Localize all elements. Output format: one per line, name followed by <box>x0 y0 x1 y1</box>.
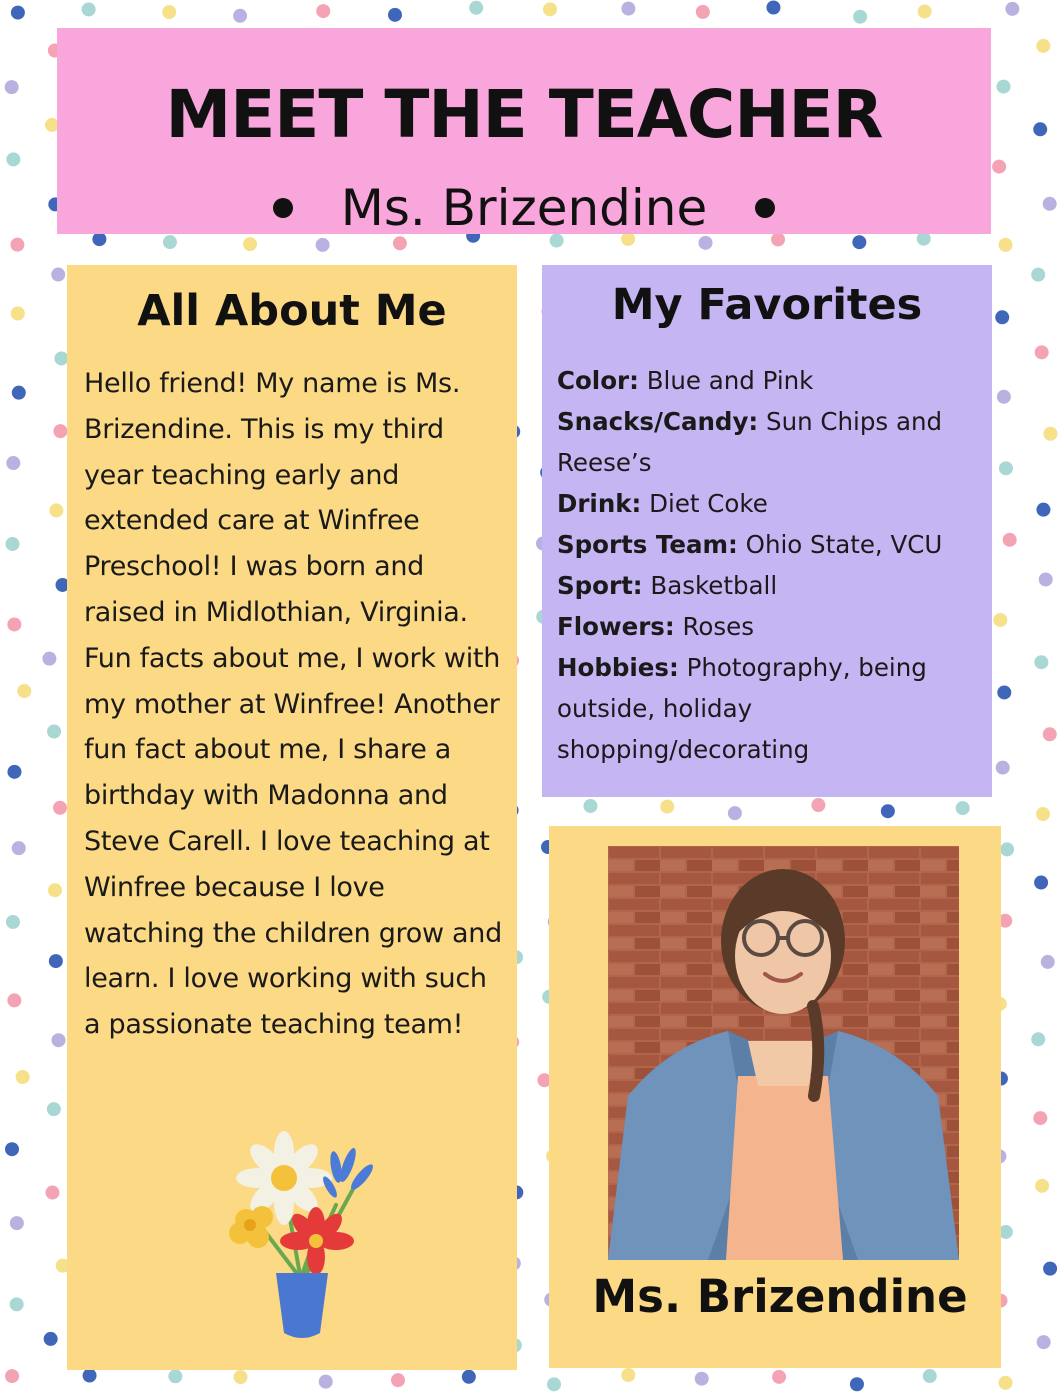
polka-dot <box>956 801 970 815</box>
polka-dot <box>1033 122 1047 136</box>
polka-dot <box>12 386 26 400</box>
polka-dot <box>1035 1179 1049 1193</box>
polka-dot <box>162 5 176 19</box>
polka-dot <box>47 1102 61 1116</box>
favorites-list <box>557 360 982 770</box>
polka-dot <box>82 2 96 16</box>
polka-dot <box>10 238 24 252</box>
polka-dot <box>17 684 31 698</box>
polka-dot <box>83 1369 97 1383</box>
polka-dot <box>47 725 61 739</box>
polka-dot <box>1031 268 1045 282</box>
polka-dot <box>992 160 1006 174</box>
polka-dot <box>11 307 25 321</box>
favorite-label: Sports Team: <box>557 530 738 559</box>
flower-vase-icon <box>218 1125 388 1345</box>
favorite-label: Flowers: <box>557 612 675 641</box>
polka-dot <box>1034 655 1048 669</box>
polka-dot <box>621 1368 635 1382</box>
favorite-label: Drink: <box>557 489 642 518</box>
polka-dot <box>48 883 62 897</box>
list-item <box>557 524 982 565</box>
list-item <box>557 401 982 483</box>
polka-dot <box>462 1370 476 1384</box>
bullet-icon <box>273 198 293 218</box>
polka-dot <box>999 461 1013 475</box>
polka-dot <box>918 4 932 18</box>
polka-dot <box>391 1373 405 1387</box>
polka-dot <box>766 1 780 15</box>
polka-dot <box>1034 876 1048 890</box>
polka-dot <box>543 2 557 16</box>
polka-dot <box>6 915 20 929</box>
polka-dot <box>583 799 597 813</box>
polka-dot <box>997 685 1011 699</box>
polka-dot <box>5 1142 19 1156</box>
polka-dot <box>234 1370 248 1384</box>
list-item <box>557 647 982 770</box>
polka-dot <box>316 238 330 252</box>
polka-dot <box>44 1332 58 1346</box>
polka-dot <box>728 806 742 820</box>
list-item <box>557 565 982 606</box>
polka-dot <box>1036 39 1050 53</box>
polka-dot <box>12 841 26 855</box>
polka-dot <box>999 1376 1013 1390</box>
favorite-label: Sport: <box>557 571 643 600</box>
polka-dot <box>1031 1032 1045 1046</box>
polka-dot <box>1043 197 1057 211</box>
polka-dot <box>7 993 21 1007</box>
polka-dot <box>1003 533 1017 547</box>
polka-dot <box>1033 1111 1047 1125</box>
favorite-value: Diet Coke <box>649 489 768 518</box>
favorite-value: Roses <box>682 612 754 641</box>
polka-dot <box>5 1369 19 1383</box>
favorite-label: Snacks/Candy: <box>557 407 759 436</box>
polka-dot <box>997 390 1011 404</box>
polka-dot <box>660 800 674 814</box>
polka-dot <box>469 1 483 15</box>
polka-dot <box>1036 807 1050 821</box>
favorites-title: My Favorites <box>611 280 923 330</box>
polka-dot <box>811 798 825 812</box>
polka-dot <box>51 268 65 282</box>
polka-dot <box>42 652 56 666</box>
teacher-portrait-photo <box>608 846 959 1260</box>
polka-dot <box>11 6 25 20</box>
polka-dot <box>999 238 1013 252</box>
polka-dot <box>1041 955 1055 969</box>
polka-dot <box>316 4 330 18</box>
polka-dot <box>695 1372 709 1386</box>
polka-dot <box>16 1070 30 1084</box>
polka-dot <box>7 765 21 779</box>
teacher-name: Ms. Brizendine <box>340 179 708 237</box>
polka-dot <box>1035 345 1049 359</box>
polka-dot <box>49 503 63 517</box>
list-item <box>557 606 982 647</box>
polka-dot <box>6 152 20 166</box>
polka-dot <box>1039 572 1053 586</box>
polka-dot <box>10 1216 24 1230</box>
polka-dot <box>388 8 402 22</box>
favorite-value: Basketball <box>650 571 778 600</box>
polka-dot <box>995 310 1009 324</box>
polka-dot <box>7 617 21 631</box>
photo-caption: Ms. Brizendine <box>592 1270 968 1323</box>
polka-dot <box>621 2 635 16</box>
polka-dot <box>319 1375 333 1389</box>
polka-dot <box>10 1297 24 1311</box>
polka-dot <box>1005 2 1019 16</box>
polka-dot <box>1043 727 1057 741</box>
about-body: Hello friend! My name is Ms. Brizendine. This is my third year teaching early and extended care at Winfree Preschool! I was born and raised in Midlothian, Virginia. Fun facts about me, I work with my mother at Winfree! Another fun fact about me, I share a birthday with Madonna and Steve Carell. I love teaching at Winfree because I love watching the children grow and learn. I love working with such a passionate teaching team! <box>84 368 502 1041</box>
polka-dot <box>168 1369 182 1383</box>
favorite-value: Ohio State, VCU <box>745 530 943 559</box>
polka-dot <box>393 236 407 250</box>
polka-dot <box>45 1186 59 1200</box>
polka-dot <box>547 1377 561 1391</box>
polka-dot <box>53 801 67 815</box>
polka-dot <box>53 424 67 438</box>
polka-dot <box>881 804 895 818</box>
polka-dot <box>923 1369 937 1383</box>
teacher-name-row <box>57 178 991 238</box>
polka-dot <box>5 537 19 551</box>
favorite-label: Color: <box>557 366 639 395</box>
polka-dot <box>853 10 867 24</box>
polka-dot <box>996 761 1010 775</box>
favorite-value: Photography, being outside, holiday shopping/decorating <box>557 653 927 764</box>
polka-dot <box>5 80 19 94</box>
favorite-label: Hobbies: <box>557 653 679 682</box>
polka-dot <box>1043 427 1057 441</box>
polka-dot <box>52 1033 66 1047</box>
polka-dot <box>233 9 247 23</box>
favorite-value: Blue and Pink <box>646 366 814 395</box>
polka-dot <box>696 5 710 19</box>
polka-dot <box>6 456 20 470</box>
polka-dot <box>49 954 63 968</box>
about-title: All About Me <box>137 286 447 336</box>
list-item <box>557 360 982 401</box>
polka-dot <box>997 80 1011 94</box>
polka-dot <box>993 613 1007 627</box>
page-title: MEET THE TEACHER <box>165 76 883 153</box>
polka-dot <box>1043 1262 1057 1276</box>
polka-dot <box>1036 503 1050 517</box>
polka-dot <box>243 237 257 251</box>
favorite-value: Sun Chips and Reese’s <box>557 407 943 477</box>
polka-dot <box>772 1370 786 1384</box>
bullet-icon <box>755 198 775 218</box>
polka-dot <box>1000 842 1014 856</box>
header-banner <box>57 28 991 237</box>
polka-dot <box>1037 1335 1051 1349</box>
list-item <box>557 483 982 524</box>
polka-dot <box>850 1377 864 1391</box>
